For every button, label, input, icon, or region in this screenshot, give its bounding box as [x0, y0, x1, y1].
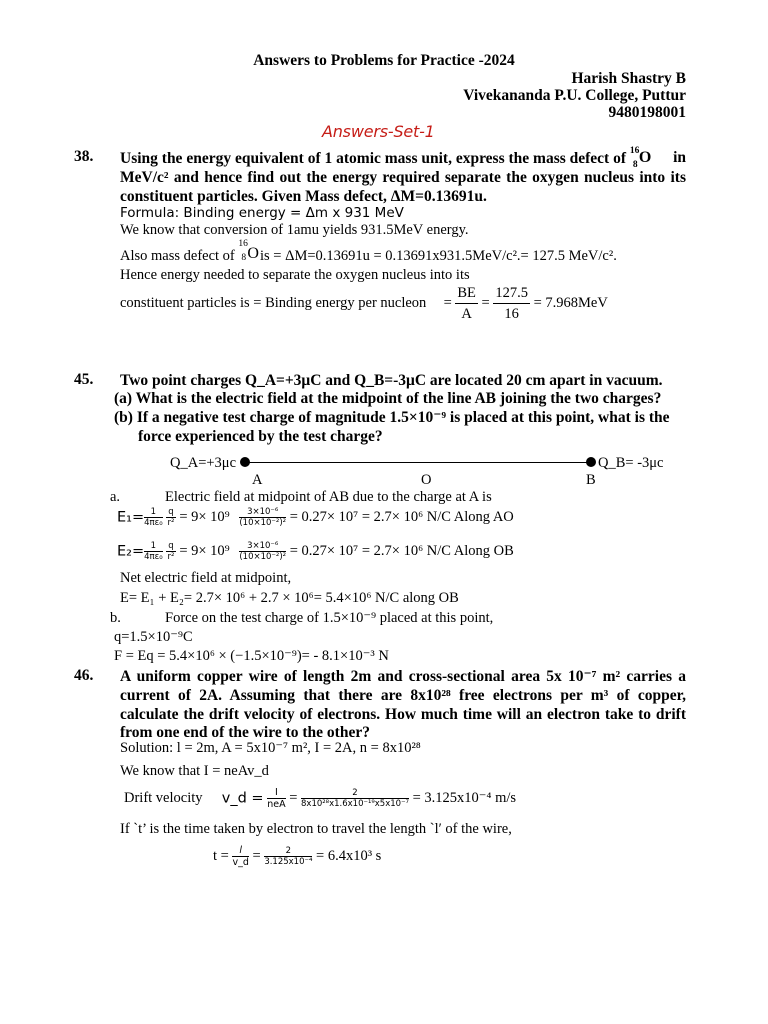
question-38-line-3: constituent particles. Given Mass defect, ΔM=0.13691u.: [120, 188, 487, 205]
time-numeric-fraction: $\frac{2}{\text{3.125x10⁻⁴}}$: [264, 846, 313, 867]
author-name: Harish Shastry B: [571, 70, 686, 87]
binding-energy-formula: Formula: Binding energy = Δm x 931 MeV: [120, 205, 404, 221]
e1-equation: [117, 507, 514, 528]
question-46-line-1: A uniform copper wire of length 2m and cross-sectional area 5x 10⁻⁷ m² carries a: [120, 668, 686, 685]
question-45-line-1: Two point charges Q_A=+3μC and Q_B=-3μC are located 20 cm apart in vacuum.: [120, 372, 663, 389]
line-ab: [247, 462, 591, 463]
question-38-number: 38.: [74, 148, 94, 165]
drift-velocity-result: = 3.125x10⁻⁴ m/s: [412, 790, 517, 806]
time-symbolic-fraction: $\frac{l}{v\_d}$: [232, 845, 249, 868]
vd-symbolic-fraction: $\frac{I}{\text{neA}}$: [267, 787, 286, 810]
e1-constant: = 9× 10⁹: [179, 509, 230, 525]
e2-constant: = 9× 10⁹: [179, 543, 230, 559]
mass-defect-line: [120, 239, 617, 265]
net-field-label: Net electric field at midpoint,: [120, 570, 292, 586]
question-38-text-part: Using the energy equivalent of 1 atomic mass unit, express the mass defect of: [120, 150, 626, 167]
charge-b-dot: [586, 457, 596, 467]
oxygen-isotope-symbol-2: 16 8 O: [238, 239, 259, 263]
q-over-r-squared: $\frac{q}{\text{r²}}$: [167, 507, 175, 528]
drift-velocity-equation: Drift velocity v_d = $\frac{I}{\text{neA}}$ = $\frac{2}{\text{8x10²⁸x1.6x10⁻¹⁹x5x10⁻⁷}}$ = 3.125x10⁻⁴ m/s: [124, 787, 517, 810]
binding-energy-per-nucleon-line: [120, 283, 608, 324]
drift-velocity-label: Drift velocity: [124, 790, 203, 806]
college-name: Vivekananda P.U. College, Puttur: [463, 87, 686, 104]
mass-defect-text: Also mass defect of: [120, 248, 235, 264]
mass-defect-calculation: is = ΔM=0.13691u = 0.13691x931.5MeV/c².= 127.5 MeV/c².: [260, 248, 617, 264]
part-a-statement: Electric field at midpoint of AB due to the charge at A is: [165, 489, 492, 505]
question-38-line-1: [120, 148, 686, 168]
fraction-value: $\frac{127.5}{16}$: [495, 285, 528, 322]
test-charge-value: q=1.5×10⁻⁹C: [114, 629, 193, 645]
e2-equation: [117, 541, 514, 562]
part-a-marker: a.: [110, 489, 121, 505]
e1-result: = 0.27× 10⁷ = 2.7× 10⁶ N/C Along AO: [289, 509, 514, 525]
charge-a-label: Q_A=+3μc: [170, 455, 237, 471]
phone-number: 9480198001: [608, 104, 686, 121]
answer-set-label: Answers-Set-1: [322, 122, 435, 141]
question-46-line-4: from one end of the wire to the other?: [120, 724, 370, 741]
e1-lhs: E₁=: [117, 509, 145, 526]
e2-charge-fraction: $\frac{\text{3×10⁻⁶}}{\text{(10×10⁻²)²}}$: [239, 541, 287, 562]
constituent-text: constituent particles is = Binding energy per nucleon: [120, 295, 427, 311]
time-equation: t = $\frac{l}{v\_d}$ = $\frac{2}{\text{3.125x10⁻⁴}}$ = 6.4x10³ s: [213, 845, 382, 868]
vd-lhs: v_d =: [221, 790, 264, 807]
equals-sign-2: =: [481, 295, 490, 311]
oxygen-isotope-symbol: 16 8 O: [629, 146, 652, 170]
conversion-statement: We know that conversion of 1amu yields 931.5MeV energy.: [120, 222, 469, 238]
question-45-part-b-line-2: force experienced by the test charge?: [138, 428, 383, 445]
point-a-label: A: [252, 472, 263, 488]
charge-b-label: Q_B= -3μc: [598, 455, 664, 471]
time-lhs: t =: [213, 848, 229, 864]
point-b-label: B: [586, 472, 596, 488]
question-45-number: 45.: [74, 371, 94, 388]
time-statement: If `t’ is the time taken by electron to travel the length `l′ of the wire,: [120, 821, 512, 837]
q-over-r-squared-2: $\frac{q}{\text{r²}}$: [167, 541, 175, 562]
question-45-part-a: (a) What is the electric field at the midpoint of the line AB joining the two charges?: [114, 390, 662, 407]
question-46-number: 46.: [74, 667, 94, 684]
time-result: = 6.4x10³ s: [316, 848, 382, 864]
vd-numeric-fraction: $\frac{2}{\text{8x10²⁸x1.6x10⁻¹⁹x5x10⁻⁷}}$: [301, 788, 409, 809]
force-equation: F = Eq = 5.4×10⁶ × (−1.5×10⁻⁹)= - 8.1×10⁻³ N: [114, 648, 389, 664]
question-38-text-in: in: [673, 149, 686, 166]
equals-sign: =: [443, 295, 452, 311]
net-field-equation: E= E₁ + E₂= 2.7× 10⁶ + 2.7 × 10⁶= 5.4×10⁶ N/C along OB: [120, 590, 459, 606]
part-b-marker: b.: [110, 610, 121, 626]
fraction-be-over-a: $\frac{BE}{A}$: [457, 285, 476, 322]
hence-statement: Hence energy needed to separate the oxygen nucleus into its: [120, 267, 470, 283]
coulomb-constant-fraction-2: $\frac{1}{\text{4πε₀}}$: [144, 541, 163, 562]
question-46-line-3: calculate the drift velocity of electrons. How much time will an electron take to drift: [120, 706, 686, 723]
document-title: Answers to Problems for Practice -2024: [253, 52, 515, 69]
e2-lhs: E₂=: [117, 543, 145, 560]
coulomb-constant-fraction: $\frac{1}{\text{4πε₀}}$: [144, 507, 163, 528]
part-b-statement: Force on the test charge of 1.5×10⁻⁹ placed at this point,: [165, 610, 494, 626]
question-46-line-2: current of 2A. Assuming that there are 8x10²⁸ free electrons per m³ of copper,: [120, 687, 686, 704]
current-relation: We know that I = neAv_d: [120, 763, 269, 779]
e1-charge-fraction: $\frac{\text{3×10⁻⁶}}{\text{(10×10⁻²)²}}$: [239, 507, 287, 528]
question-38-line-2: MeV/c² and hence find out the energy required separate the oxygen nucleus into its: [120, 169, 686, 186]
binding-energy-result: = 7.968MeV: [533, 295, 608, 311]
solution-given-values: Solution: l = 2m, A = 5x10⁻⁷ m², I = 2A, n = 8x10²⁸: [120, 740, 421, 756]
question-45-part-b-line-1: (b) If a negative test charge of magnitude 1.5×10⁻⁹ is placed at this point, what is the: [114, 409, 670, 426]
point-o-label: O: [421, 472, 432, 488]
e2-result: = 0.27× 10⁷ = 2.7× 10⁶ N/C Along OB: [289, 543, 514, 559]
